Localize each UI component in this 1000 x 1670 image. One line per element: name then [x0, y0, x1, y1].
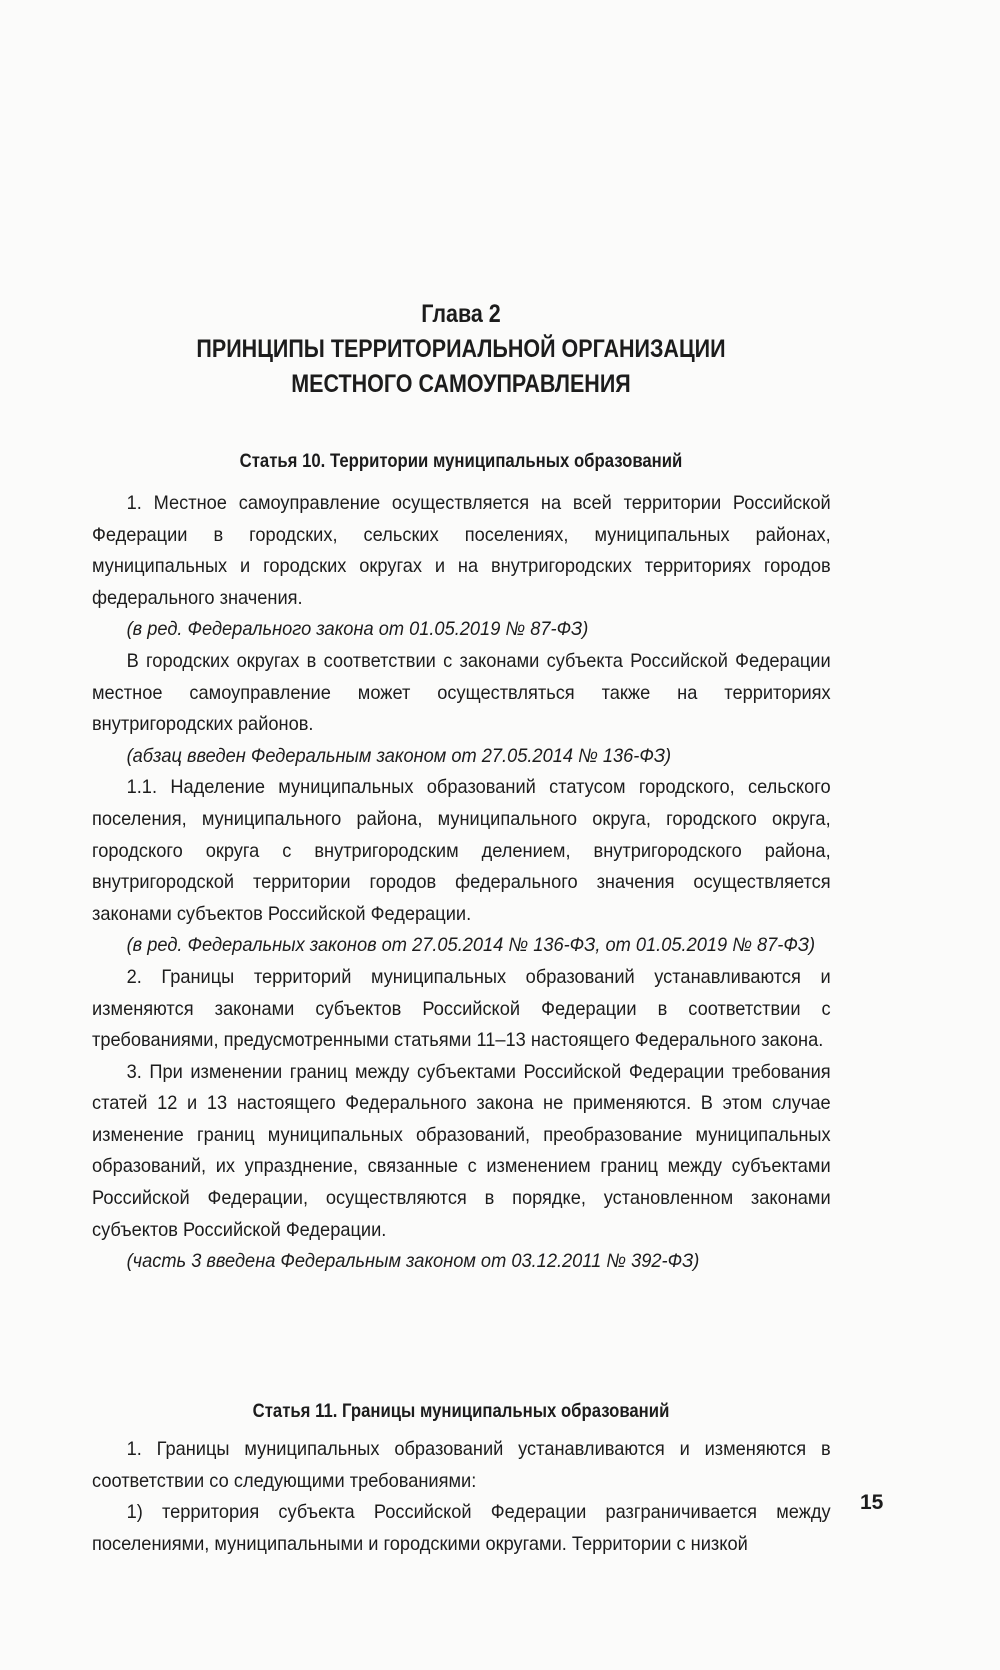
- chapter-heading: [144, 297, 779, 402]
- paragraph: 1) территория субъекта Российской Федерации разграничивается между поселениями, муниципальными и городскими округами. Территории с низкой: [92, 1501, 831, 1555]
- document-page: [92, 0, 830, 1670]
- paragraph: 1.1. Наделение муниципальных образований статусом городского, сельского поселения, муниципального района, муниципального округа, городского округа, городского округа с внутригородским делением, внутригородского района, внутригородской территории городов федерального значения осуществляется законами субъектов Российской Федерации.: [92, 776, 831, 925]
- article-10-body: [92, 488, 830, 1278]
- chapter-title-line-1: ПРИНЦИПЫ ТЕРРИТОРИАЛЬНОЙ ОРГАНИЗАЦИИ: [196, 335, 726, 363]
- paragraph: 1. Местное самоуправление осуществляется на всей территории Российской Федерации в городских, сельских поселениях, муниципальных районах, муниципальных и городских округах и на внутригородских территориях городов федерального значения.: [92, 492, 831, 609]
- article-11-title: Статья 11. Границы муниципальных образований: [252, 1401, 670, 1422]
- chapter-number: Глава 2: [421, 300, 501, 328]
- article-10-title: Статья 10. Территории муниципальных образований: [239, 451, 683, 472]
- paragraph: 3. При изменении границ между субъектами Российской Федерации требования статей 12 и 13 настоящего Федерального закона не применяются. В этом случае изменение границ муниципальных образований, преобразование муниципальных образований, их упразднение, связанные с изменением границ между субъектами Российской Федерации, осуществляются в порядке, установленном законами субъектов Российской Федерации.: [92, 1060, 831, 1241]
- page-number: 15: [860, 1491, 884, 1514]
- amendment-note: (в ред. Федерального закона от 01.05.2019 № 87-ФЗ): [126, 618, 589, 641]
- paragraph: В городских округах в соответствии с законами субъекта Российской Федерации местное самоуправление может осуществляться также на территориях внутригородских районов.: [92, 649, 831, 736]
- amendment-note: (часть 3 введена Федеральным законом от 03.12.2011 № 392-ФЗ): [126, 1250, 700, 1273]
- amendment-note: (абзац введен Федеральным законом от 27.05.2014 № 136-ФЗ): [126, 744, 672, 767]
- chapter-title-line-2: МЕСТНОГО САМОУПРАВЛЕНИЯ: [291, 370, 631, 398]
- paragraph: 1. Границы муниципальных образований устанавливаются и изменяются в соответствии со следующими требованиями:: [92, 1438, 831, 1492]
- article-11-body: [92, 1434, 830, 1560]
- paragraph: 2. Границы территорий муниципальных образований устанавливаются и изменяются законами субъектов Российской Федерации в соответствии с требованиями, предусмотренными статьями 11–13 настоящего Федерального закона.: [92, 965, 831, 1052]
- amendment-note: (в ред. Федеральных законов от 27.05.2014 № 136-ФЗ, от 01.05.2019 № 87-ФЗ): [126, 934, 816, 957]
